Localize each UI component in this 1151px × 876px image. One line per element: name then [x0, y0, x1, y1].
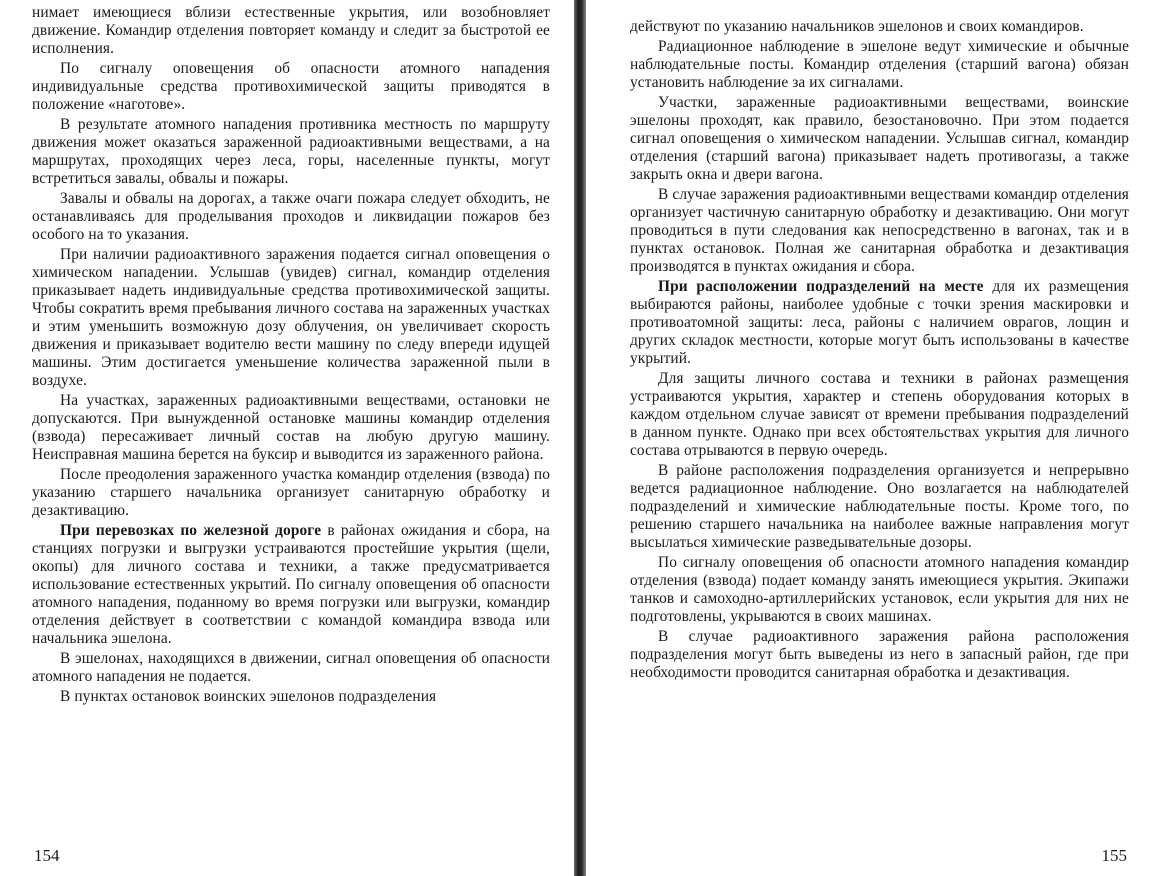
paragraph-text: В случае заражения радиоактивными веществами командир отделения организует частичную санитарную обработку и дезактивацию. Они могут проводиться в пути следования как непосредственно в вагонах, так и в пунктах остановок. Полная же санитарная обработка и дезактивация производятся в пунктах ожидания и сбора.	[630, 186, 1129, 275]
paragraph-lead: При расположении подразделений на месте	[658, 278, 984, 295]
paragraph	[630, 38, 1129, 92]
paragraph-lead: При перевозках по железной дороге	[60, 522, 322, 539]
paragraph-text: Для защиты личного состава и техники в районах размещения устраиваются укрытия, характер и степень оборудования которых в каждом отдельном случае зависят от времени пребывания подразделений в данном пункте. Однако при всех обстоятельствах укрытия для личного состава отрываются в первую очередь.	[630, 370, 1129, 459]
paragraph-text: в районах ожидания и сбора, на станциях погрузки и выгрузки устраиваются простейшие укрытия (щели, окопы) для личного состава и техники, а также предусматривается использование естественных укрытий. По сигналу оповещения об опасности атомного нападения, поданному во время погрузки или выгрузки, командир отделения действует в соответствии с командой командира взвода или начальника эшелона.	[32, 522, 550, 647]
page-number-right: 155	[1101, 846, 1127, 865]
page-number-left: 154	[34, 846, 60, 865]
paragraph	[630, 278, 1129, 368]
paragraph-text: В случае радиоактивного заражения района расположения подразделения могут быть выведены из него в запасный район, где при необходимости проводится санитарная обработка и дезактивация.	[630, 628, 1129, 681]
paragraph	[630, 18, 1129, 36]
paragraph	[32, 688, 550, 706]
paragraph-text: В результате атомного нападения противника местность по маршруту движения может оказаться зараженной радиоактивными веществами, а на маршрутах, проходящих через леса, горы, населенные пункты, могут встретиться завалы, обвалы и пожары.	[32, 116, 550, 187]
book-gutter	[574, 0, 586, 876]
paragraph-text: действуют по указанию начальников эшелонов и своих командиров.	[630, 18, 1084, 35]
paragraph	[32, 392, 550, 464]
paragraph	[32, 190, 550, 244]
paragraph-text: При наличии радиоактивного заражения подается сигнал оповещения о химическом нападении. Услышав (увидев) сигнал, командир отделения приказывает надеть индивидуальные средства противохимической защиты. Чтобы сократить время пребывания личного состава на зараженных участках и этим уменьшить возможную дозу облучения, он увеличивает скорость движения и приказывает водителю вести машину по следу впереди идущей машины. Этим достигается уменьшение количества зараженной пыли в воздухе.	[32, 246, 550, 389]
paragraph-text: для их размещения выбираются районы, наиболее удобные с точки зрения маскировки и противоатомной защиты: леса, районы с наличием оврагов, лощин и других складок местности, которые могут быть использованы в качестве укрытий.	[630, 278, 1129, 367]
paragraph-text: После преодоления зараженного участка командир отделения (взвода) по указанию старшего начальника организует санитарную обработку и дезактивацию.	[32, 466, 550, 519]
paragraph	[32, 4, 550, 58]
paragraph-text: По сигналу оповещения об опасности атомного нападения командир отделения (взвода) подает команду занять имеющиеся укрытия. Экипажи танков и самоходно-артиллерийских установок, если укрытия для них не подготовлены, укрываются в своих машинах.	[630, 554, 1129, 625]
paragraph-text: Завалы и обвалы на дорогах, а также очаги пожара следует обходить, не останавливаясь для проделывания проходов и ликвидации пожаров без особого на то указания.	[32, 190, 550, 243]
paragraph-text: Радиационное наблюдение в эшелоне ведут химические и обычные наблюдательные посты. Командир отделения (старший вагона) обязан установить наблюдение за их сигналами.	[630, 38, 1129, 91]
paragraph	[630, 186, 1129, 276]
paragraph-text: Участки, зараженные радиоактивными веществами, воинские эшелоны проходят, как правило, безостановочно. При этом подается сигнал оповещения о химическом нападении. Услышав сигнал, командир отделения (старший вагона) приказывает надеть противогазы, а также закрыть окна и двери вагона.	[630, 94, 1129, 183]
left-page	[0, 0, 574, 876]
paragraph	[32, 466, 550, 520]
paragraph-text: По сигналу оповещения об опасности атомного нападения индивидуальные средства противохимической защиты приводятся в положение «наготове».	[32, 60, 550, 113]
paragraph	[630, 554, 1129, 626]
left-page-text	[32, 4, 550, 706]
paragraph	[32, 650, 550, 686]
paragraph-text: На участках, зараженных радиоактивными веществами, остановки не допускаются. При вынужденной остановке машины командир отделения (взвода) пересаживает личный состав на любую другую машину. Неисправная машина берется на буксир и выводится из зараженного района.	[32, 392, 550, 463]
right-page	[586, 0, 1151, 876]
paragraph-text: нимает имеющиеся вблизи естественные укрытия, или возобновляет движение. Командир отделения повторяет команду и следит за быстротой ее исполнения.	[32, 4, 550, 57]
right-page-text	[630, 18, 1129, 682]
paragraph	[630, 370, 1129, 460]
paragraph	[630, 628, 1129, 682]
paragraph-text: В районе расположения подразделения организуется и непрерывно ведется радиационное наблюдение. Оно возлагается на наблюдателей подразделений и химические наблюдательные посты. Кроме того, по решению старшего начальника на наиболее важные направления могут высылаться химические разведывательные дозоры.	[630, 462, 1129, 551]
paragraph	[32, 522, 550, 648]
paragraph-text: В пунктах остановок воинских эшелонов подразделения	[60, 688, 437, 705]
paragraph	[32, 60, 550, 114]
paragraph-text: В эшелонах, находящихся в движении, сигнал оповещения об опасности атомного нападения не подается.	[32, 650, 550, 685]
paragraph	[32, 246, 550, 390]
paragraph	[630, 94, 1129, 184]
paragraph	[630, 462, 1129, 552]
paragraph	[32, 116, 550, 188]
